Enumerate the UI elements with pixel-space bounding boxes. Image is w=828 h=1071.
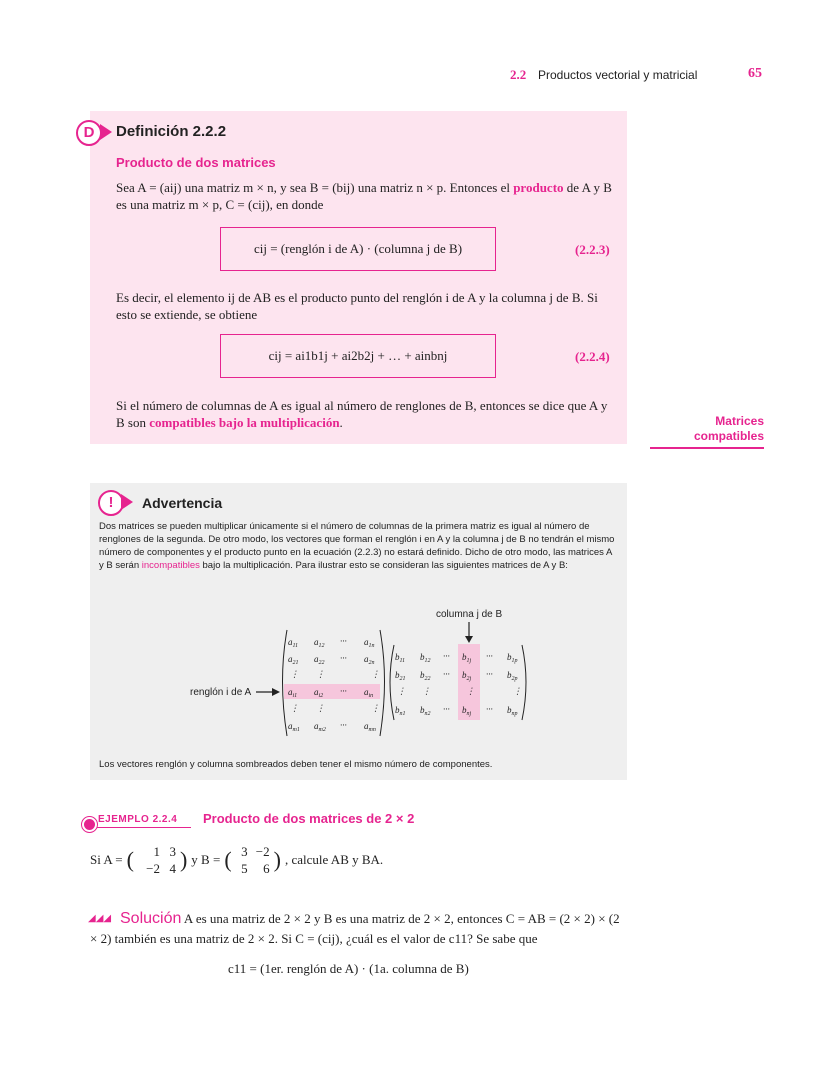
definition-paragraph-2: Es decir, el elemento ij de AB es el producto punto del renglón i de A y la columna j de B. Si esto se extiende, se obtiene bbox=[116, 290, 598, 322]
example-label: EJEMPLO 2.2.4 bbox=[98, 814, 178, 825]
svg-text:···: ··· bbox=[443, 651, 450, 661]
svg-text:ai1: $a_{i1}$ bbox=[288, 687, 298, 699]
warning-arrow-icon bbox=[121, 494, 133, 510]
example-underline bbox=[97, 827, 191, 828]
svg-text:bn2: $b_{n2}$ bbox=[420, 705, 431, 717]
matrix-diagram bbox=[90, 600, 627, 750]
svg-text:⋮: ⋮ bbox=[466, 686, 475, 696]
svg-text:b1p: $b_{1p}$ bbox=[507, 652, 518, 664]
example-question: Si A = ( 1 3 −2 4 ) y B = ( 3 −2 5 6 ) , calcule AB y BA. bbox=[90, 844, 384, 876]
running-title: Productos vectorial y matricial bbox=[538, 68, 698, 82]
svg-text:b1j: $b_{1j}$ bbox=[462, 652, 472, 664]
svg-text:⋮: ⋮ bbox=[316, 669, 325, 679]
svg-text:···: ··· bbox=[443, 704, 450, 714]
svg-text:⋮: ⋮ bbox=[371, 703, 380, 713]
definition-paragraph-1: Sea A = (aij) una matriz m × n, y sea B = (bij) una matriz n × p. Entonces el producto de A y B es una matriz m × p, C = (cij), en donde bbox=[116, 180, 612, 212]
svg-text:···: ··· bbox=[340, 653, 347, 663]
svg-text:⋮: ⋮ bbox=[290, 669, 299, 679]
warning-text: Dos matrices se pueden multiplicar únicamente si el número de columnas de la primera matriz es igual al número de renglones de la segunda. De otro modo, los vectores que forman el renglón i en A y la columna j de B no tendrán el mismo número de componentes y el producto punto en la ecuación (2.2.3) no estará definido. Dicho de otro modo, las matrices A y B serán incompatibles bajo la multiplicación. Para ilustrar esto se consideran las siguientes matrices de A y B: bbox=[99, 521, 615, 571]
svg-text:···: ··· bbox=[340, 636, 347, 646]
svg-text:a11: $a_{11}$ bbox=[288, 637, 299, 649]
svg-text:⋮: ⋮ bbox=[422, 686, 431, 696]
svg-text:···: ··· bbox=[486, 669, 493, 679]
svg-text:···: ··· bbox=[486, 651, 493, 661]
svg-text:a22: $a_{22}$ bbox=[314, 654, 325, 666]
svg-text:a1n: $a_{1n}$ bbox=[364, 637, 375, 649]
equation-box-2-2-4: cij = ai1b1j + ai2b2j + … + ainbnj bbox=[220, 334, 496, 378]
page-number: 65 bbox=[748, 66, 762, 81]
svg-text:am2: $a_{m2}$ bbox=[314, 721, 326, 733]
definition-icon: D bbox=[76, 120, 102, 146]
solution-equation: c11 = (1er. renglón de A) · (1a. columna de B) bbox=[228, 961, 469, 976]
solution-marker-icon: ◢◢◢ bbox=[88, 913, 112, 924]
svg-text:a12: $a_{12}$ bbox=[314, 637, 325, 649]
warning-title: Advertencia bbox=[142, 495, 223, 511]
warning-icon: ! bbox=[98, 490, 124, 516]
svg-text:⋮: ⋮ bbox=[290, 703, 299, 713]
equation-number: (2.2.3) bbox=[575, 242, 610, 257]
svg-text:ai2: $a_{i2}$ bbox=[314, 687, 324, 699]
svg-text:amn: $a_{mn}$ bbox=[364, 721, 376, 733]
svg-text:a2n: $a_{2n}$ bbox=[364, 654, 375, 666]
svg-text:am1: $a_{m1}$ bbox=[288, 721, 300, 733]
svg-text:···: ··· bbox=[340, 720, 347, 730]
definition-subtitle: Producto de dos matrices bbox=[116, 155, 276, 170]
svg-text:b2p: $b_{2p}$ bbox=[507, 670, 518, 682]
svg-text:b22: $b_{22}$ bbox=[420, 670, 431, 682]
svg-text:a21: $a_{21}$ bbox=[288, 654, 299, 666]
svg-text:⋮: ⋮ bbox=[397, 686, 406, 696]
svg-text:ain: $a_{in}$ bbox=[364, 687, 374, 699]
definition-title: Definición 2.2.2 bbox=[116, 123, 227, 140]
svg-text:bn1: $b_{n1}$ bbox=[395, 705, 406, 717]
definition-arrow-icon bbox=[100, 124, 112, 140]
solution-text: Solución A es una matriz de 2 × 2 y B es una matriz de 2 × 2, entonces C = AB = (2 × 2) × (2 × 2) también es una matriz de 2 × 2. Si C = (cij), ¿cuál es el valor de c11? Se sabe que bbox=[90, 910, 620, 946]
svg-text:⋮: ⋮ bbox=[316, 703, 325, 713]
svg-text:b2j: $b_{2j}$ bbox=[462, 670, 472, 682]
svg-text:bnj: $b_{nj}$ bbox=[462, 705, 472, 717]
svg-text:⋮: ⋮ bbox=[371, 669, 380, 679]
svg-text:b11: $b_{11}$ bbox=[395, 652, 406, 664]
svg-text:b21: $b_{21}$ bbox=[395, 670, 406, 682]
example-title: Producto de dos matrices de 2 × 2 bbox=[203, 811, 415, 826]
margin-note: Matrices compatibles bbox=[693, 414, 764, 443]
definition-paragraph-3: Si el número de columnas de A es igual al número de renglones de B, entonces se dice que A y B son compatibles bajo la multiplicación. bbox=[116, 398, 608, 430]
svg-text:···: ··· bbox=[443, 669, 450, 679]
equation-number: (2.2.4) bbox=[575, 349, 610, 364]
row-label: renglón i de A bbox=[190, 687, 252, 698]
margin-rule bbox=[650, 447, 764, 449]
warning-footer: Los vectores renglón y columna sombreados deben tener el mismo número de componentes. bbox=[99, 759, 493, 770]
svg-text:···: ··· bbox=[486, 704, 493, 714]
svg-text:b12: $b_{12}$ bbox=[420, 652, 431, 664]
section-number: 2.2 bbox=[510, 67, 527, 82]
example-dot-icon bbox=[84, 819, 95, 830]
svg-text:bnp: $b_{np}$ bbox=[507, 705, 518, 717]
svg-text:···: ··· bbox=[340, 686, 347, 696]
equation-box-2-2-3: cij = (renglón i de A) · (columna j de B) bbox=[220, 227, 496, 271]
column-label: columna j de B bbox=[436, 609, 503, 620]
svg-text:⋮: ⋮ bbox=[513, 686, 522, 696]
